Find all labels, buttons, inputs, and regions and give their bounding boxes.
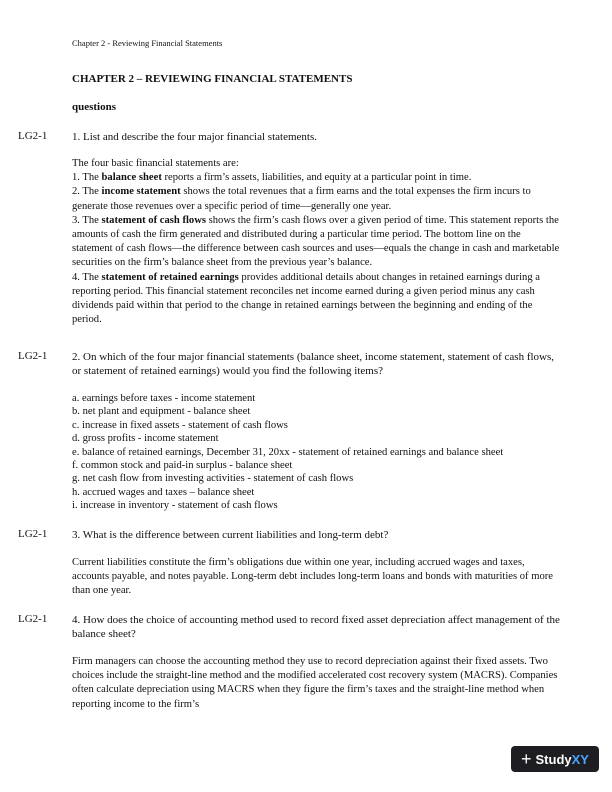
studyxy-badge[interactable] — [511, 746, 599, 772]
q1-tag: LG2-1 — [18, 130, 48, 142]
plus-icon: + — [521, 749, 532, 769]
list-item: c. increase in fixed assets - statement of cash flows — [72, 419, 288, 431]
list-item: f. common stock and paid-in surplus - balance sheet — [72, 460, 293, 472]
q4-answer: Firm managers can choose the accounting method they use to record depreciation against their fixed assets. Two choices include the straight-line method and the modified accelerated cost recovery system (MACRS). Companies often calculate depreciation using MACRS when they figure the firm’s taxes and the straight-line method when reporting income to the firm’s — [72, 656, 558, 710]
q1-point-3: 3. The statement of cash flows shows the firm’s cash flows over a given period of time. This statement reports the amounts of cash the firm generated and distributed during a particular time period. The bottom line on the statement of cash flows―the difference between cash sources and uses―equals the change in cash and marketable securities on the firm’s balance sheet from the previous year’s balance. — [72, 214, 560, 269]
q1-point-1: 1. The balance sheet reports a firm’s assets, liabilities, and equity at a particular point in time. — [72, 172, 472, 184]
q2-question: 2. On which of the four major financial statements (balance sheet, income statement, statement of cash flows, or statement of retained earnings) would you find the following items? — [72, 351, 555, 377]
list-item: b. net plant and equipment - balance sheet — [72, 406, 251, 418]
list-item: a. earnings before taxes - income statement — [72, 393, 256, 404]
chapter-title: CHAPTER 2 – REVIEWING FINANCIAL STATEMENTS — [72, 73, 353, 85]
running-header: Chapter 2 - Reviewing Financial Statements — [72, 38, 223, 48]
q1-question: 1. List and describe the four major financial statements. — [72, 131, 317, 143]
list-item: d. gross profits - income statement — [72, 433, 219, 445]
list-item: e. balance of retained earnings, December 31, 20xx - statement of retained earnings and balance sheet — [72, 446, 504, 458]
q3-question: 3. What is the difference between current liabilities and long-term debt? — [72, 529, 389, 541]
q4-tag: LG2-1 — [18, 613, 48, 625]
section-title: questions — [72, 101, 117, 113]
q1-intro: The four basic financial statements are: — [72, 158, 239, 169]
list-item: i. increase in inventory - statement of cash flows — [72, 500, 278, 512]
q1-point-4: 4. The statement of retained earnings provides additional details about changes in retained earnings during a reporting period. This financial statement reconciles net income earned during a given period minus any cash dividends paid within that period to the change in retained earnings between the beginning and ending of the period. — [72, 271, 540, 326]
q1-answer — [72, 157, 562, 327]
q2-items — [72, 392, 562, 513]
q3-tag: LG2-1 — [18, 528, 48, 540]
brand-accent: XY — [571, 751, 589, 767]
q2-tag: LG2-1 — [18, 350, 48, 362]
q3-answer: Current liabilities constitute the firm’s obligations due within one year, including accrued wages and taxes, accounts payable, and notes payable. Long-term debt includes long-term loans and bonds with maturities of more than one year. — [72, 557, 554, 597]
q4-question: 4. How does the choice of accounting method used to record fixed asset depreciation affect management of the balance sheet? — [72, 614, 560, 640]
list-item: g. net cash flow from investing activities - statement of cash flows — [72, 473, 354, 485]
q1-point-2: 2. The income statement shows the total revenues that a firm earns and the total expenses the firm incurs to generate those revenues over a specific period of time—generally one year. — [72, 186, 531, 212]
brand-name: Study — [535, 751, 572, 767]
list-item: h. accrued wages and taxes – balance sheet — [72, 486, 255, 498]
